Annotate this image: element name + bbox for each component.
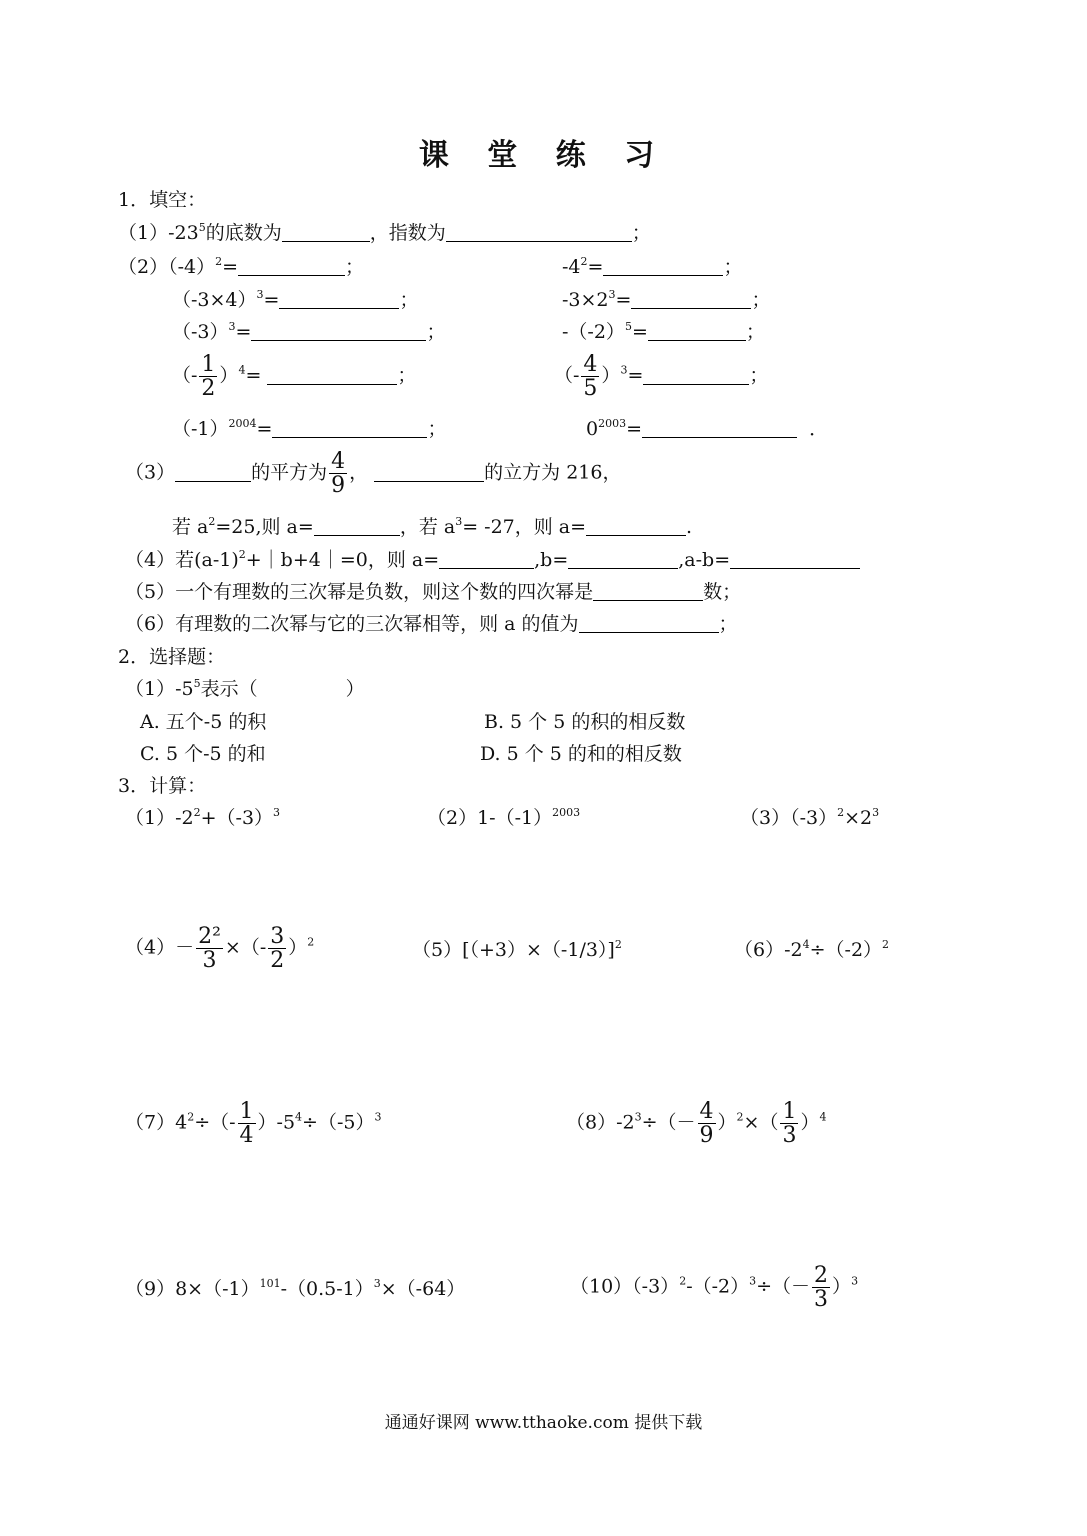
fraction: $\frac{1}{2}$	[201, 352, 216, 401]
answer-blank[interactable]	[439, 550, 534, 569]
fill-q2-r4-left: （- $\frac{1}{2}$ ）$^4$= ；	[172, 352, 417, 401]
choice-q1: $(1)-5^5$表示（ ）	[125, 677, 365, 700]
page-title: 课 堂 练 习	[418, 138, 669, 173]
answer-blank[interactable]	[648, 322, 746, 341]
calc-2: $(2)1-(-1)^{2003}$	[427, 806, 581, 829]
fill-q1: $(1)-23^5$的底数为 ，指数为 ；	[118, 221, 651, 244]
answer-blank[interactable]	[593, 582, 703, 601]
answer-blank[interactable]	[279, 290, 399, 309]
fill-q2-r5-right: $0^{2003}=$ ．	[586, 417, 829, 440]
fill-q2-r3-left: $(-3)^3=$ ；	[172, 320, 446, 343]
choice-option-a[interactable]: A. 五个-5 的积	[140, 711, 267, 733]
calc-7: $(7)4^2\div(-$ $\frac{1}{4}$ ）$-5^4\div(-5)^3$	[125, 1099, 382, 1148]
calc-4: （4）－ $\frac{\text{2²}}{3}$ ×（- $\frac{3}{2}$ ）$^2$	[125, 924, 315, 973]
fraction: $\frac{4}{9}$	[331, 449, 346, 498]
answer-blank[interactable]	[642, 419, 797, 438]
fill-q6: （6）有理数的二次幂与它的三次幂相等，则 a 的值为 ；	[125, 613, 738, 635]
answer-blank[interactable]	[631, 290, 751, 309]
fraction: $\frac{1}{3}$	[782, 1099, 797, 1148]
calc-8: $(8)-2^3\div(-$ $\frac{4}{9}$ ）$^2$×（ $\frac{1}{3}$ ）$^4$	[566, 1099, 827, 1148]
fraction: $\frac{4}{5}$	[583, 352, 598, 401]
fill-q2-r1-right: $-4^2=$ ；	[562, 255, 743, 278]
calc-3: $(3)(-3)^2\times 2^3$	[740, 806, 880, 829]
calc-5: $(5)[(+3)\times(-1/3)]^2$	[412, 938, 622, 961]
answer-blank[interactable]	[568, 550, 678, 569]
answer-blank[interactable]	[643, 366, 749, 385]
fraction: $\frac{3}{2}$	[270, 924, 285, 973]
answer-blank[interactable]	[272, 419, 427, 438]
fraction: $\frac{1}{4}$	[239, 1099, 254, 1148]
answer-blank[interactable]	[586, 517, 686, 536]
answer-blank[interactable]	[730, 550, 860, 569]
fill-q2-r5-left: $(-1)^{2004}=$ ；	[172, 417, 447, 440]
calc-9: $(9)8\times(-1)^{101}-(0.5-1)^3\times(-64)$	[125, 1277, 466, 1300]
section-1-heading: 1．填空：	[118, 189, 207, 211]
fill-q5: （5）一个有理数的三次幂是负数，则这个数的四次幂是 数；	[125, 581, 742, 603]
fill-q2-r4-right: （- $\frac{4}{5}$ ）$^3$= ；	[554, 352, 769, 401]
choice-option-b[interactable]: B. 5 个 5 的积的相反数	[484, 711, 686, 733]
answer-blank[interactable]	[267, 366, 397, 385]
fill-q4: （4）若$(a-1)^2+|b+4|=0$，则 a= ,b= ,a-b=	[125, 548, 860, 572]
answer-blank[interactable]	[603, 257, 723, 276]
calc-10: $(10)(-3)^2-(-2)^3\div(-$ $\frac{2}{3}$ ）$^3$	[570, 1263, 859, 1312]
section-3-heading: 3．计算：	[118, 775, 207, 797]
section-2-heading: 2．选择题：	[118, 646, 226, 668]
answer-blank[interactable]	[282, 223, 370, 242]
answer-blank[interactable]	[374, 463, 484, 482]
choice-option-c[interactable]: C. 5 个-5 的和	[140, 743, 266, 765]
answer-blank[interactable]	[175, 463, 251, 482]
answer-blank[interactable]	[238, 257, 345, 276]
answer-blank[interactable]	[251, 322, 426, 341]
footer-credit: 通通好课网 www.tthaoke.com 提供下载	[384, 1413, 703, 1433]
fraction: $\frac{2}{3}$	[814, 1263, 829, 1312]
answer-blank[interactable]	[314, 517, 400, 536]
fraction: $\frac{\text{2²}}{3}$	[198, 924, 221, 973]
fill-q2-r2-left: $(-3\times 4)^3=$ ；	[172, 288, 419, 311]
answer-blank[interactable]	[579, 614, 719, 633]
calc-6: $(6)-2^4\div(-2)^2$	[734, 938, 890, 961]
answer-blank[interactable]	[446, 223, 632, 242]
fill-q2-r3-right: $-(-2)^5=$ ；	[562, 320, 765, 343]
fill-q2-r2-right: $-3\times 2^3=$ ；	[562, 288, 771, 311]
fill-q3: （3） 的平方为 $\frac{4}{9}$ ， 的立方为 216，	[125, 449, 622, 498]
fill-q2-r1-left: $(2)(-4)^2=$ ；	[118, 255, 365, 278]
fraction: $\frac{4}{9}$	[699, 1099, 714, 1148]
choice-option-d[interactable]: D. 5 个 5 的和的相反数	[480, 743, 682, 765]
fill-q3-line2: 若 $a^2=25$,则 a= ，若 $a^3= -27$，则 a= .	[172, 515, 693, 538]
calc-1: $(1)-2^2+(-3)^3$	[125, 806, 281, 829]
